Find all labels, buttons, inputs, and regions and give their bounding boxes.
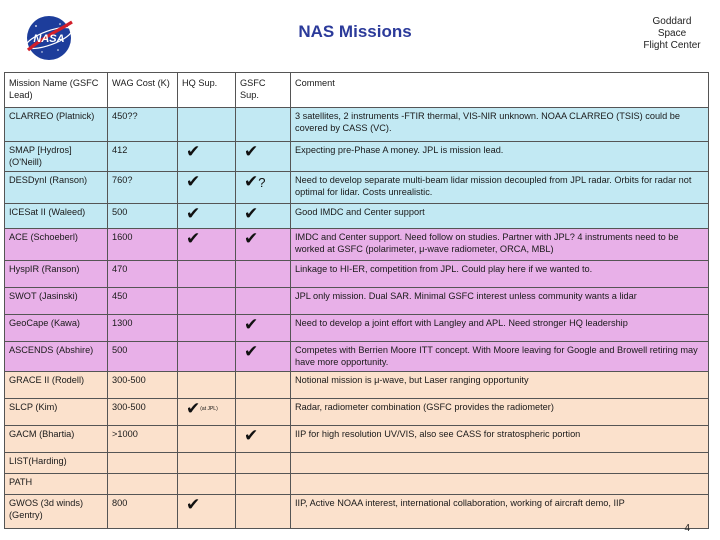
cost-cell: 450 (108, 288, 178, 315)
comment-cell: Linkage to HI-ER, competition from JPL. Could play here if we wanted to. (291, 261, 709, 288)
table-row (5, 342, 709, 372)
hq-check-icon: ✔ (178, 142, 236, 172)
cost-cell: 500 (108, 342, 178, 372)
gsfc-check-icon: ✔ (236, 142, 291, 172)
gsfc-cell (236, 495, 291, 529)
mission-cell: LIST(Harding) (5, 453, 108, 474)
gsfc-check-icon: ✔ (236, 426, 291, 453)
cost-cell: 1300 (108, 315, 178, 342)
hq-check-icon: ✔ (178, 172, 236, 204)
table-row (5, 315, 709, 342)
cost-cell: 500 (108, 204, 178, 229)
table-row (5, 399, 709, 426)
gsfc-check-icon: ✔ (236, 315, 291, 342)
gsfc-check-icon: ✔ (236, 342, 291, 372)
hq-check-icon: ✔ (178, 495, 236, 529)
hq-check-icon: ✔ (178, 229, 236, 261)
cost-cell: 760? (108, 172, 178, 204)
mission-cell: SLCP (Kim) (5, 399, 108, 426)
uncertain-mark: ? (258, 175, 266, 190)
cost-cell: 800 (108, 495, 178, 529)
mission-cell: ACE (Schoeberl) (5, 229, 108, 261)
mission-cell: SWOT (Jasinski) (5, 288, 108, 315)
table-row (5, 108, 709, 142)
cost-cell: 470 (108, 261, 178, 288)
hq-cell (178, 261, 236, 288)
comment-cell: Radar, radiometer combination (GSFC provides the radiometer) (291, 399, 709, 426)
center-label: Goddard Space Flight Center (643, 16, 701, 51)
mission-cell: GeoCape (Kawa) (5, 315, 108, 342)
table-row (5, 261, 709, 288)
mission-cell: GWOS (3d winds) (Gentry) (5, 495, 108, 529)
comment-cell: IIP for high resolution UV/VIS, also see CASS for stratospheric portion (291, 426, 709, 453)
mission-cell: PATH (5, 474, 108, 495)
mission-cell: GACM (Bhartia) (5, 426, 108, 453)
hq-cell (178, 342, 236, 372)
missions-table (4, 72, 709, 529)
gsfc-cell (236, 453, 291, 474)
table-row (5, 204, 709, 229)
cost-cell: 300-500 (108, 399, 178, 426)
comment-cell (291, 453, 709, 474)
hq-note: (at JPL) (200, 406, 218, 412)
comment-cell: JPL only mission. Dual SAR. Minimal GSFC interest unless community wants a lidar (291, 288, 709, 315)
mission-cell: DESDynI (Ranson) (5, 172, 108, 204)
page-title: NAS Missions (298, 22, 412, 41)
hq-cell (178, 426, 236, 453)
hq-check-cell (178, 399, 236, 426)
hq-cell (178, 108, 236, 142)
gsfc-check-icon: ✔ (236, 229, 291, 261)
comment-cell: Need to develop separate multi-beam lidar mission decoupled from JPL radar. Orbits for radar not optimal for lidar. Costs unrealistic. (291, 172, 709, 204)
hq-cell (178, 288, 236, 315)
comment-cell: Good IMDC and Center support (291, 204, 709, 229)
table-row (5, 372, 709, 399)
nasa-logo (22, 14, 76, 62)
comment-cell: Expecting pre-Phase A money. JPL is mission lead. (291, 142, 709, 172)
svg-text:NASA: NASA (33, 33, 65, 45)
comment-cell: Competes with Berrien Moore ITT concept. With Moore leaving for Google and Browell retiring may have more opportunity. (291, 342, 709, 372)
cost-cell: >1000 (108, 426, 178, 453)
comment-cell: Notional mission is μ-wave, but Laser ranging opportunity (291, 372, 709, 399)
mission-cell: HyspIR (Ranson) (5, 261, 108, 288)
gsfc-cell (236, 108, 291, 142)
table-row (5, 474, 709, 495)
gsfc-check-icon: ✔ (244, 172, 259, 191)
table-row (5, 288, 709, 315)
table-header-row (5, 73, 709, 108)
page-number: 4 (684, 523, 690, 534)
col-header-cost: WAG Cost (K) (108, 73, 178, 108)
gsfc-cell (236, 288, 291, 315)
comment-cell (291, 474, 709, 495)
cost-cell (108, 474, 178, 495)
cost-cell: 450?? (108, 108, 178, 142)
gsfc-cell (236, 261, 291, 288)
hq-cell (178, 474, 236, 495)
comment-cell: IMDC and Center support. Need follow on studies. Partner with JPL? 4 instruments need to be worked at GSFC (polarimeter, μ-wave radiometer, ORCA, MBL) (291, 229, 709, 261)
table-row (5, 172, 709, 204)
mission-cell: GRACE II (Rodell) (5, 372, 108, 399)
gsfc-check-cell (236, 172, 291, 204)
table-row (5, 453, 709, 474)
hq-cell (178, 453, 236, 474)
comment-cell: Need to develop a joint effort with Langley and APL. Need stronger HQ leadership (291, 315, 709, 342)
hq-cell (178, 315, 236, 342)
hq-cell (178, 372, 236, 399)
col-header-hq: HQ Sup. (178, 73, 236, 108)
hq-check-icon: ✔ (186, 399, 201, 418)
col-header-comment: Comment (291, 73, 709, 108)
col-header-gsfc: GSFC Sup. (236, 73, 291, 108)
table-row (5, 142, 709, 172)
gsfc-cell (236, 474, 291, 495)
table-row (5, 229, 709, 261)
mission-cell: ICESat II (Waleed) (5, 204, 108, 229)
cost-cell (108, 453, 178, 474)
mission-cell: ASCENDS (Abshire) (5, 342, 108, 372)
table-row (5, 495, 709, 529)
table-row (5, 426, 709, 453)
hq-check-icon: ✔ (178, 204, 236, 229)
cost-cell: 1600 (108, 229, 178, 261)
gsfc-cell (236, 399, 291, 426)
col-header-mission: Mission Name (GSFC Lead) (5, 73, 108, 108)
gsfc-cell (236, 372, 291, 399)
cost-cell: 300-500 (108, 372, 178, 399)
gsfc-check-icon: ✔ (236, 204, 291, 229)
mission-cell: SMAP [Hydros] (O'Neill) (5, 142, 108, 172)
mission-cell: CLARREO (Platnick) (5, 108, 108, 142)
comment-cell: 3 satellites, 2 instruments -FTIR thermal, VIS-NIR unknown. NOAA CLARREO (TSIS) could be covered by CASS (VC). (291, 108, 709, 142)
comment-cell: IIP, Active NOAA interest, international collaboration, working of aircraft demo, IIP (291, 495, 709, 529)
cost-cell: 412 (108, 142, 178, 172)
